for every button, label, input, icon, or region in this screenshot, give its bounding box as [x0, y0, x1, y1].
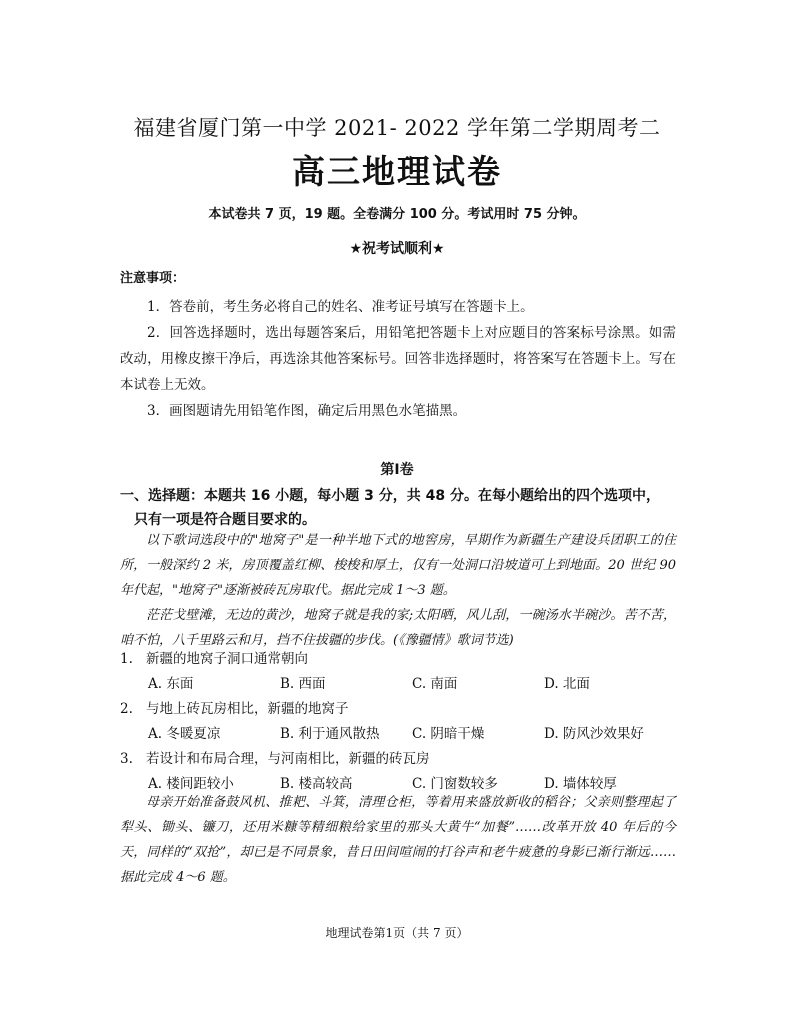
question-number: 1. [120, 651, 133, 667]
option-a: A. 冬暖夏凉 [148, 726, 221, 742]
question-stem: 新疆的地窝子洞口通常朝向 [146, 651, 308, 667]
option-d: D. 北面 [544, 676, 590, 692]
question-list [120, 647, 676, 797]
material-paragraph: 以下歌词选段中的"地窝子"是一种半地下式的地窖房，早期作为新疆生产建设兵团职工的住所，一般深约 2 米，房顶覆盖红柳、梭梭和厚土，仅有一处洞口沿坡道可上到地面。20 世纪 90 年代起，"地窝子"逐渐被砖瓦房取代。据此完成 1～3 题。 [120, 533, 676, 598]
section-heading-line2: 只有一项是符合题目要求的。 [134, 512, 316, 528]
volume-title: 第Ⅰ卷 [380, 462, 414, 478]
question-stem: 与地上砖瓦房相比，新疆的地窝子 [146, 701, 349, 717]
question-stem: 若设计和布局合理，与河南相比，新疆的砖瓦房 [146, 751, 430, 767]
page-footer: 地理试卷第1页（共 7 页） [325, 926, 469, 940]
section-heading-line1: 一、选择题：本题共 16 小题，每小题 3 分，共 48 分。在每小题给出的四个选项中， [120, 488, 660, 504]
option-c: C. 门窗数较多 [412, 776, 498, 792]
option-b: B. 利于通风散热 [280, 726, 380, 742]
option-b: B. 西面 [280, 676, 326, 692]
material-paragraph: 茫茫戈壁滩，无边的黄沙，地窝子就是我的家;太阳晒，风儿刮，一碗汤水半碗沙。苦不苦，咱不怕，八千里路云和月，挡不住拔疆的步伐。(《豫疆情》歌词节选) [120, 608, 676, 648]
option-d: D. 防风沙效果好 [544, 726, 644, 742]
notice-heading: 注意事项： [120, 271, 186, 286]
exam-school-title: 福建省厦门第一中学 2021- 2022 学年第二学期周考二 [133, 116, 661, 140]
option-a: A. 东面 [148, 676, 194, 692]
notice-item: 3．画图题请先用铅笔作图，确定后用黑色水笔描黑。 [147, 403, 467, 419]
option-d: D. 墙体较厚 [544, 776, 617, 792]
exam-subject-title: 高三地理试卷 [292, 152, 502, 191]
question-item [120, 697, 676, 747]
question-number: 2. [120, 701, 133, 717]
notice-item: 1．答卷前，考生务必将自己的姓名、准考证号填写在答题卡上。 [147, 299, 534, 315]
notice-list [120, 294, 676, 424]
option-a: A. 楼间距较小 [148, 776, 234, 792]
material-passage-2 [120, 790, 676, 890]
option-b: B. 楼高较高 [280, 776, 353, 792]
option-c: C. 阴暗干燥 [412, 726, 485, 742]
question-number: 3. [120, 751, 133, 767]
material-passage-1 [120, 528, 676, 653]
exam-intro: 本试卷共 7 页，19 题。全卷满分 100 分。考试用时 75 分钟。 [208, 207, 586, 222]
section-heading [120, 484, 676, 532]
notice-item: 2．回答选择题时，选出每题答案后，用铅笔把答题卡上对应题目的答案标号涂黑。如需改动，用橡皮擦干净后，再选涂其他答案标号。回答非选择题时，将答案写在答题卡上。写在本试卷上无效。 [120, 325, 676, 393]
option-c: C. 南面 [412, 676, 458, 692]
material-paragraph: 母亲开始准备鼓风机、推耙、斗箕，清理仓柜，等着用来盛放新收的稻谷；父亲则整理起了犁头、锄头、镰刀，还用米糠等精细粮给家里的那头大黄牛“加餐”……改革开放 40 年后的今天，同样的“双抢”，却已是不同景象，昔日田间喧闹的打谷声和老牛疲惫的身影已渐行渐远……据此完成 4～6 题。 [120, 795, 676, 885]
exam-blessing: ★祝考试顺利★ [349, 241, 445, 257]
question-item [120, 647, 676, 697]
